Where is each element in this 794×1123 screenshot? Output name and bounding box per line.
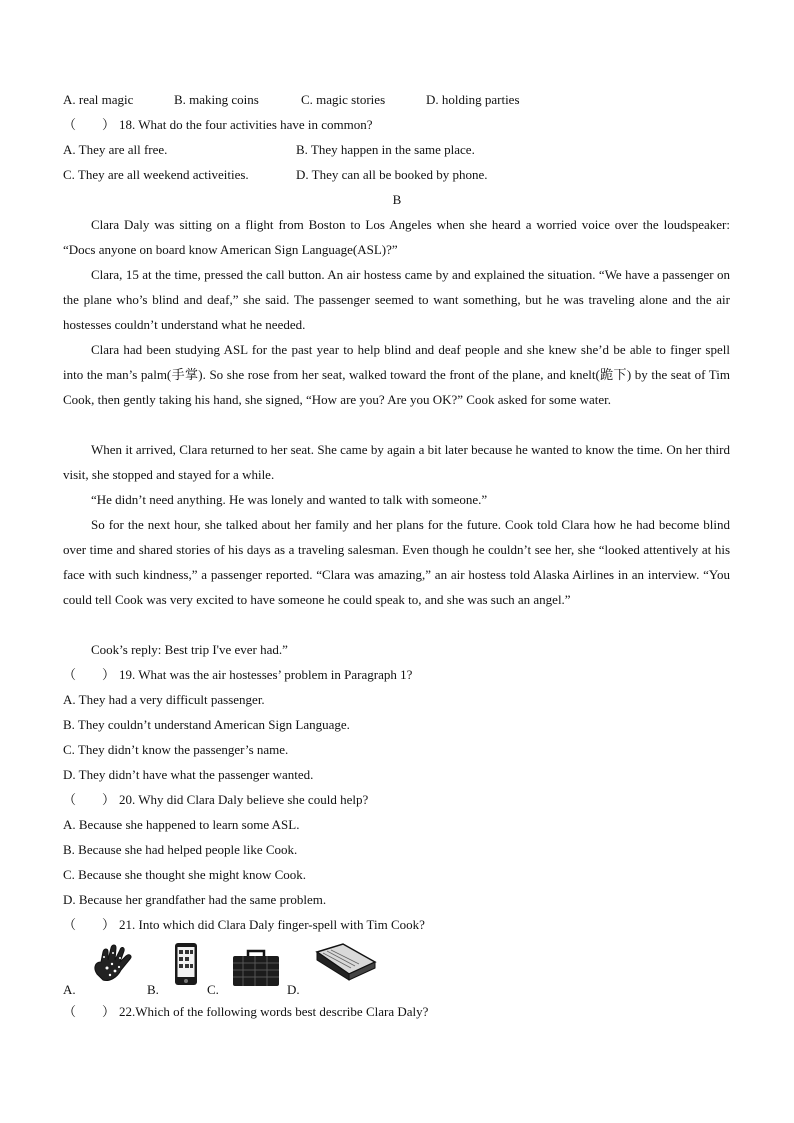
q19-option-a: A. They had a very difficult passenger. bbox=[63, 692, 265, 707]
q18-stem: 18. What do the four activities have in common? bbox=[119, 117, 373, 132]
answer-blank[interactable]: （ ） bbox=[63, 667, 116, 682]
q20-option-b: B. Because she had helped people like Cook. bbox=[63, 842, 298, 857]
q20-option-a: A. Because she happened to learn some ASL. bbox=[63, 817, 300, 832]
q21-label-d: D. bbox=[287, 982, 300, 997]
q18-option-a: A. They are all free. bbox=[63, 142, 168, 157]
answer-blank[interactable]: （ ） bbox=[63, 117, 116, 132]
q17-option-c: C. magic stories bbox=[301, 92, 386, 107]
q20-option-d: D. Because her grandfather had the same problem. bbox=[63, 892, 327, 907]
paragraph-1: Clara Daly was sitting on a flight from Boston to Los Angeles when she heard a worried voice over the loudspeaker: “Docs anyone on board know American Sign Language(ASL)?” bbox=[63, 217, 730, 257]
answer-blank[interactable]: （ ） bbox=[63, 1004, 116, 1019]
q21-label-a: A. bbox=[63, 982, 76, 997]
paragraph-3: Clara had been studying ASL for the past year to help blind and deaf people and she knew she’d be able to finger spell into the man’s palm(手掌). So she rose from her seat, walked toward the front of the plane, and knelt(跪下) by the seat of Tim Cook, then gently taking his hand, she signed, “How are you? Are you OK?” Cook asked for some water. bbox=[63, 342, 730, 407]
section-title: B bbox=[392, 192, 402, 207]
paragraph-6: So for the next hour, she talked about her family and her plans for the future. Cook told Clara how he had become blind over time and shared stories of his days as a traveling salesman. Even though he couldn’t see her, she “looked attentively at his face with such kindness,” a passenger reported. “Clara was amazing,” an air hostess told Alaska Airlines in an interview. “You could tell Cook was very excited to have someone he could speak to, and she was such an angel.” bbox=[63, 517, 730, 607]
q18-options-row1 bbox=[63, 142, 475, 158]
q22-stem: 22.Which of the following words best describe Clara Daly? bbox=[119, 1004, 429, 1019]
q19-option-b: B. They couldn’t understand American Sign Language. bbox=[63, 717, 350, 732]
hand-icon[interactable] bbox=[89, 944, 139, 986]
q21-stem-line bbox=[63, 917, 425, 933]
q18-option-b: B. They happen in the same place. bbox=[296, 142, 475, 157]
paragraph-4: When it arrived, Clara returned to her seat. She came by again a bit later because he wanted to know the time. On her third visit, she stopped and stayed for a while. bbox=[63, 442, 730, 482]
q21-picture-options bbox=[63, 940, 463, 1000]
q18-stem-line bbox=[63, 117, 373, 133]
q19-stem-line bbox=[63, 667, 412, 683]
q18-option-d: D. They can all be booked by phone. bbox=[296, 167, 488, 182]
answer-blank[interactable]: （ ） bbox=[63, 792, 116, 807]
q21-label-b: B. bbox=[147, 982, 159, 997]
q22-stem-line bbox=[63, 1004, 428, 1020]
paragraph-5: “He didn’t need anything. He was lonely and wanted to talk with someone.” bbox=[91, 492, 488, 507]
q19-option-d: D. They didn’t have what the passenger wanted. bbox=[63, 767, 314, 782]
q19-stem: 19. What was the air hostesses’ problem in Paragraph 1? bbox=[119, 667, 413, 682]
q17-option-a: A. real magic bbox=[63, 92, 134, 107]
q20-option-c: C. Because she thought she might know Cook. bbox=[63, 867, 307, 882]
q20-stem: 20. Why did Clara Daly believe she could help? bbox=[119, 792, 369, 807]
q20-stem-line bbox=[63, 792, 368, 808]
q17-option-b: B. making coins bbox=[174, 92, 259, 107]
paragraph-7: Cook’s reply: Best trip I've ever had.” bbox=[91, 642, 288, 657]
q18-options-row2 bbox=[63, 167, 487, 183]
q21-stem: 21. Into which did Clara Daly finger-spell with Tim Cook? bbox=[119, 917, 425, 932]
q17-option-d: D. holding parties bbox=[426, 92, 520, 107]
paragraph-2: Clara, 15 at the time, pressed the call button. An air hostess came by and explained the situation. “We have a passenger on the plane who’s blind and deaf,” she said. The passenger seemed to want something, but he was traveling alone and the air hostesses couldn’t understand what he needed. bbox=[63, 267, 730, 332]
q21-label-c: C. bbox=[207, 982, 219, 997]
phone-icon[interactable] bbox=[173, 942, 199, 986]
q19-option-c: C. They didn’t know the passenger’s name. bbox=[63, 742, 289, 757]
suitcase-icon[interactable] bbox=[231, 948, 281, 988]
q18-option-c: C. They are all weekend activeities. bbox=[63, 167, 249, 182]
answer-blank[interactable]: （ ） bbox=[63, 917, 116, 932]
q17-options bbox=[63, 92, 520, 108]
book-icon[interactable] bbox=[313, 940, 379, 982]
